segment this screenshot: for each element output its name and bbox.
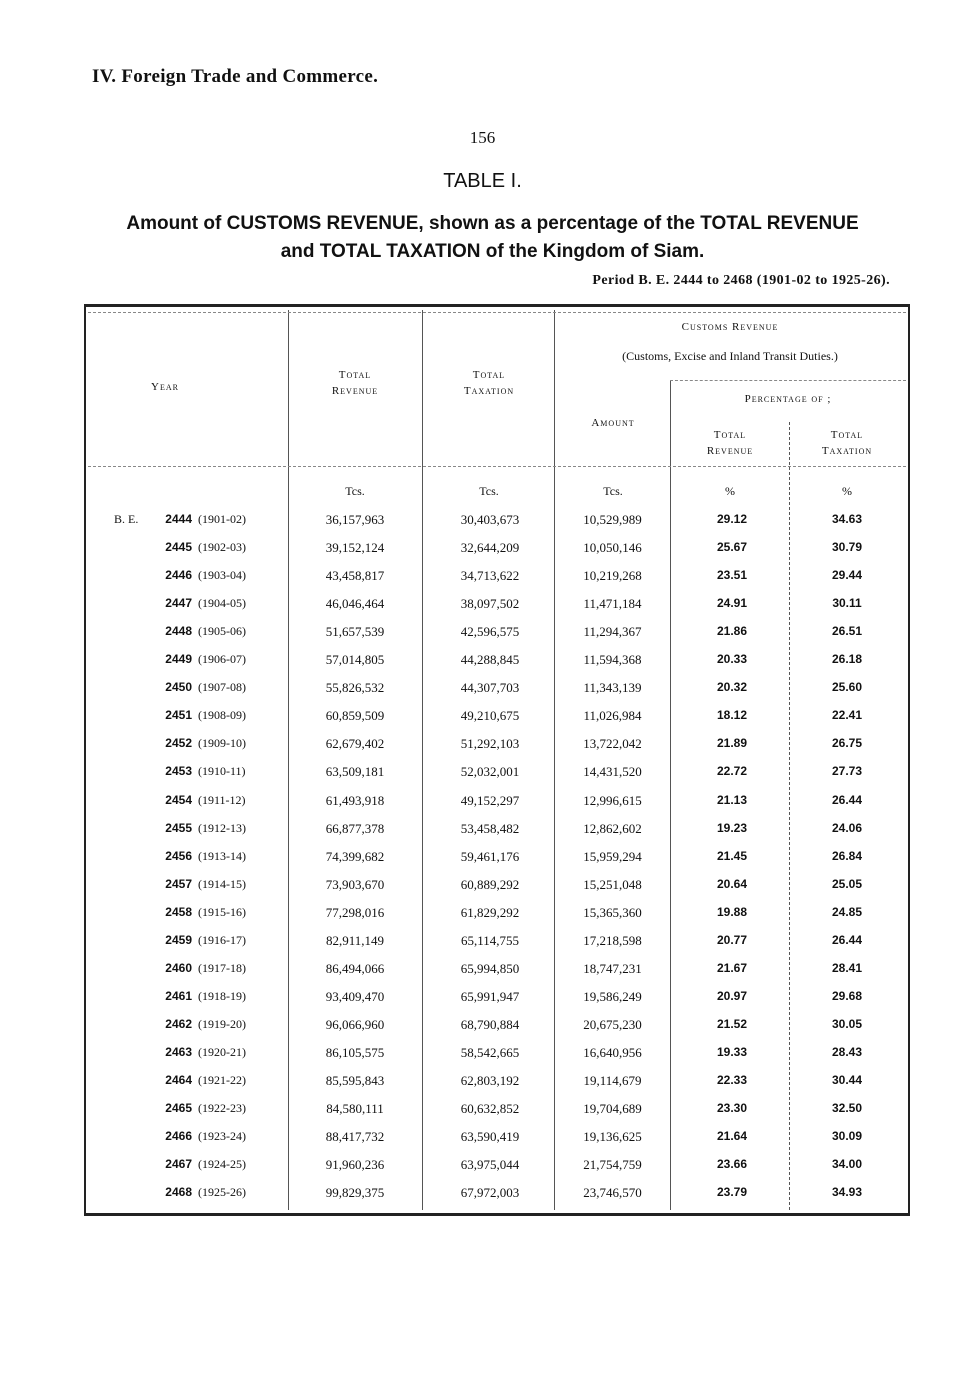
year-ce: (1910-11) [198, 764, 246, 779]
year-ce: (1922-23) [198, 1101, 246, 1116]
customs-amount-cell: 11,294,367 [583, 624, 642, 640]
header-percentage-of: Percentage of ; [744, 393, 832, 405]
year-ce: (1907-08) [198, 680, 246, 695]
header-total-taxation-line1: Total [472, 369, 506, 381]
year-ce: (1904-05) [198, 596, 246, 611]
pct-revenue-cell: 19.88 [716, 904, 748, 919]
pct-revenue-cell: 23.66 [716, 1157, 748, 1172]
header-total-taxation [424, 368, 554, 400]
pct-revenue-cell: 22.33 [716, 1073, 748, 1087]
be-prefix: B. E. [114, 512, 139, 526]
pct-taxation-cell: 25.60 [831, 680, 863, 695]
table-row [0, 568, 965, 596]
table-row [0, 793, 965, 821]
table-row [0, 849, 965, 877]
header-pct-revenue-line1: Total [713, 429, 747, 441]
pct-taxation-cell: 30.09 [831, 1129, 863, 1144]
pct-taxation-cell: 26.44 [831, 932, 863, 947]
total-revenue-cell: 93,409,470 [325, 988, 385, 1004]
year-ce: (1915-16) [198, 904, 246, 919]
total-revenue-cell: 88,417,732 [325, 1129, 385, 1145]
total-taxation-cell: 49,152,297 [460, 792, 520, 808]
total-revenue-cell: 96,066,960 [325, 1016, 385, 1032]
total-revenue-cell: 86,494,066 [325, 960, 385, 976]
total-revenue-cell: 99,829,375 [325, 1185, 385, 1201]
year-ce: (1920-21) [198, 1044, 246, 1059]
year-be: 2463 [165, 1044, 192, 1059]
table-row [0, 1129, 965, 1157]
table-row [0, 1101, 965, 1129]
year-ce: (1919-20) [198, 1016, 246, 1031]
pct-revenue-cell: 21.64 [716, 1129, 748, 1144]
pct-revenue-cell: 21.89 [716, 736, 748, 751]
table-row [0, 512, 965, 540]
period-note: Period B. E. 2444 to 2468 (1901-02 to 1925-26). [592, 273, 890, 288]
pct-revenue-cell: 20.97 [716, 988, 748, 1003]
pct-taxation-cell: 32.50 [831, 1101, 863, 1116]
table-row [0, 540, 965, 568]
total-revenue-cell: 91,960,236 [325, 1157, 385, 1173]
customs-amount-cell: 20,675,230 [583, 1016, 642, 1032]
year-be: 2457 [165, 876, 192, 891]
header-rule [670, 380, 906, 381]
year-be: 2461 [165, 988, 192, 1003]
year-ce: (1905-06) [198, 624, 246, 639]
total-revenue-cell: 39,152,124 [325, 540, 385, 556]
total-taxation-cell: 63,590,419 [460, 1129, 520, 1145]
header-pct-taxation-line1: Total [830, 429, 864, 441]
total-taxation-cell: 61,829,292 [460, 904, 520, 920]
year-ce: (1925-26) [198, 1185, 246, 1200]
pct-revenue-cell: 18.12 [716, 708, 748, 723]
year-be: 2455 [165, 820, 192, 835]
header-total-revenue-line2: Revenue [331, 384, 379, 397]
table-title: TABLE I. [443, 170, 522, 192]
table-row [0, 596, 965, 624]
header-rule [88, 312, 906, 313]
header-pct-revenue [672, 428, 788, 460]
table-row [0, 1073, 965, 1101]
pct-revenue-cell: 21.52 [716, 1016, 748, 1031]
customs-amount-cell: 11,471,184 [583, 596, 642, 612]
year-be: 2464 [165, 1073, 192, 1087]
header-total-taxation-line2: Taxation [463, 384, 515, 397]
pct-taxation-cell: 34.63 [831, 512, 863, 526]
total-taxation-cell: 44,307,703 [460, 680, 520, 696]
customs-amount-cell: 13,722,042 [583, 736, 642, 752]
total-revenue-cell: 84,580,111 [326, 1101, 384, 1117]
year-be: 2448 [165, 624, 192, 639]
pct-revenue-cell: 20.33 [716, 652, 748, 667]
total-revenue-cell: 66,877,378 [325, 820, 385, 836]
year-be: 2467 [165, 1157, 192, 1172]
customs-amount-cell: 14,431,520 [583, 764, 642, 780]
customs-amount-cell: 19,704,689 [583, 1101, 642, 1117]
pct-revenue-cell: 23.51 [716, 568, 748, 583]
customs-amount-cell: 11,343,139 [583, 680, 642, 696]
pct-revenue-cell: 21.67 [716, 960, 748, 975]
unit-taxation: Tcs. [479, 484, 499, 498]
year-ce: (1914-15) [198, 876, 246, 891]
total-taxation-cell: 52,032,001 [460, 764, 520, 780]
header-pct-taxation [790, 428, 904, 460]
total-revenue-cell: 46,046,464 [325, 596, 385, 612]
table-row [0, 736, 965, 764]
pct-taxation-cell: 34.00 [831, 1157, 863, 1172]
customs-amount-cell: 17,218,598 [583, 932, 642, 948]
table-row [0, 821, 965, 849]
table-row [0, 652, 965, 680]
pct-revenue-cell: 25.67 [716, 540, 748, 555]
section-heading: IV. Foreign Trade and Commerce. [92, 66, 379, 87]
table-row [0, 680, 965, 708]
pct-revenue-cell: 20.64 [716, 876, 748, 891]
pct-taxation-cell: 25.05 [831, 876, 863, 891]
table-row [0, 989, 965, 1017]
total-taxation-cell: 65,994,850 [460, 960, 520, 976]
table-row [0, 708, 965, 736]
year-be: 2449 [165, 652, 192, 667]
year-ce: (1923-24) [198, 1129, 246, 1144]
year-ce: (1913-14) [198, 848, 246, 863]
year-ce: (1906-07) [198, 652, 246, 667]
pct-taxation-cell: 26.18 [831, 652, 863, 667]
pct-taxation-cell: 34.93 [831, 1185, 863, 1200]
year-ce: (1902-03) [198, 540, 246, 555]
year-be: 2465 [165, 1101, 192, 1116]
total-taxation-cell: 42,596,575 [460, 624, 520, 640]
pct-revenue-cell: 21.45 [716, 848, 748, 863]
year-ce: (1924-25) [198, 1157, 246, 1172]
total-revenue-cell: 63,509,181 [325, 764, 385, 780]
header-pct-taxation-line2: Taxation [821, 444, 873, 457]
year-be: 2447 [165, 596, 192, 611]
table-description [100, 210, 885, 266]
customs-amount-cell: 23,746,570 [583, 1185, 642, 1201]
customs-amount-cell: 11,026,984 [583, 708, 642, 724]
pct-taxation-cell: 30.05 [831, 1016, 863, 1031]
total-revenue-cell: 86,105,575 [325, 1044, 385, 1060]
year-be: 2452 [165, 736, 192, 751]
total-taxation-cell: 67,972,003 [460, 1185, 520, 1201]
total-taxation-cell: 30,403,673 [460, 512, 520, 527]
total-taxation-cell: 44,288,845 [460, 652, 520, 668]
total-taxation-cell: 38,097,502 [460, 596, 520, 612]
total-taxation-cell: 58,542,665 [460, 1044, 520, 1060]
year-be: 2445 [165, 540, 192, 555]
table-row [0, 1045, 965, 1073]
year-ce: (1911-12) [198, 792, 246, 807]
customs-amount-cell: 19,586,249 [583, 988, 642, 1004]
total-revenue-cell: 51,657,539 [325, 624, 385, 640]
table-row [0, 1185, 965, 1213]
header-year: Year [151, 381, 179, 393]
total-revenue-cell: 60,859,509 [325, 708, 385, 724]
year-be: 2460 [165, 960, 192, 975]
year-be: 2454 [165, 792, 192, 807]
pct-revenue-cell: 19.33 [716, 1044, 748, 1059]
total-taxation-cell: 68,790,884 [460, 1016, 520, 1032]
year-ce: (1921-22) [198, 1073, 246, 1087]
total-revenue-cell: 73,903,670 [325, 876, 385, 892]
total-revenue-cell: 57,014,805 [325, 652, 385, 668]
pct-taxation-cell: 26.84 [831, 848, 863, 863]
pct-revenue-cell: 29.12 [716, 512, 748, 526]
customs-amount-cell: 15,251,048 [583, 876, 642, 892]
pct-revenue-cell: 22.72 [716, 764, 748, 779]
year-ce: (1912-13) [198, 820, 246, 835]
table-row [0, 764, 965, 792]
table-row [0, 877, 965, 905]
pct-taxation-cell: 30.44 [831, 1073, 863, 1087]
year-ce: (1901-02) [198, 512, 246, 526]
year-be: 2456 [165, 848, 192, 863]
customs-amount-cell: 11,594,368 [583, 652, 642, 668]
pct-taxation-cell: 30.11 [832, 596, 862, 611]
year-be: 2451 [165, 708, 192, 723]
pct-revenue-cell: 23.30 [716, 1101, 748, 1116]
customs-amount-cell: 12,862,602 [583, 820, 642, 836]
description-line-2: and TOTAL TAXATION of the Kingdom of Siam. [280, 241, 705, 262]
total-taxation-cell: 63,975,044 [460, 1157, 520, 1173]
total-revenue-cell: 62,679,402 [325, 736, 385, 752]
total-taxation-cell: 34,713,622 [460, 568, 520, 584]
year-be: 2468 [165, 1185, 192, 1200]
pct-revenue-cell: 20.77 [716, 932, 748, 947]
customs-amount-cell: 18,747,231 [583, 960, 642, 976]
customs-amount-cell: 19,136,625 [583, 1129, 642, 1145]
table-row [0, 1017, 965, 1045]
pct-revenue-cell: 20.32 [716, 680, 748, 695]
customs-amount-cell: 15,365,360 [583, 904, 642, 920]
customs-amount-cell: 21,754,759 [583, 1157, 642, 1173]
total-taxation-cell: 53,458,482 [460, 820, 520, 836]
header-customs-sub: (Customs, Excise and Inland Transit Duties.) [622, 349, 838, 363]
header-rule [88, 466, 906, 467]
header-total-revenue-line1: Total [338, 369, 372, 381]
total-taxation-cell: 59,461,176 [460, 848, 520, 864]
pct-taxation-cell: 29.44 [831, 568, 863, 583]
total-taxation-cell: 49,210,675 [460, 708, 520, 724]
customs-amount-cell: 16,640,956 [583, 1044, 642, 1060]
year-be: 2466 [165, 1129, 192, 1144]
year-ce: (1903-04) [198, 568, 246, 583]
year-ce: (1917-18) [198, 960, 246, 975]
pct-taxation-cell: 30.79 [831, 540, 863, 555]
total-taxation-cell: 65,991,947 [460, 988, 520, 1004]
year-be: 2446 [165, 568, 192, 583]
table-row [0, 1157, 965, 1185]
pct-taxation-cell: 24.06 [831, 820, 863, 835]
header-total-revenue [290, 368, 420, 400]
total-revenue-cell: 43,458,817 [325, 568, 385, 584]
customs-amount-cell: 12,996,615 [583, 792, 642, 808]
customs-amount-cell: 10,219,268 [583, 568, 642, 584]
customs-amount-cell: 10,050,146 [583, 540, 642, 556]
total-revenue-cell: 55,826,532 [325, 680, 385, 696]
year-ce: (1908-09) [198, 708, 246, 723]
year-be: 2459 [165, 932, 192, 947]
pct-revenue-cell: 21.13 [716, 792, 748, 807]
table-row [0, 961, 965, 989]
total-taxation-cell: 32,644,209 [460, 540, 520, 556]
pct-revenue-cell: 21.86 [716, 624, 748, 639]
pct-taxation-cell: 26.51 [831, 624, 863, 639]
table-row [0, 624, 965, 652]
year-ce: (1909-10) [198, 736, 246, 751]
unit-revenue: Tcs. [345, 484, 365, 498]
unit-amount: Tcs. [603, 484, 623, 498]
description-line-1: Amount of CUSTOMS REVENUE, shown as a percentage of the TOTAL REVENUE [126, 213, 859, 234]
total-taxation-cell: 65,114,755 [460, 932, 520, 948]
year-be: 2453 [165, 764, 192, 779]
total-revenue-cell: 74,399,682 [325, 848, 385, 864]
year-be: 2444 [165, 512, 192, 526]
pct-revenue-cell: 23.79 [716, 1185, 748, 1200]
pct-revenue-cell: 24.91 [716, 596, 748, 611]
pct-taxation-cell: 26.75 [831, 736, 863, 751]
pct-taxation-cell: 26.44 [831, 792, 863, 807]
total-taxation-cell: 60,889,292 [460, 876, 520, 892]
header-customs-revenue: Customs Revenue [681, 321, 779, 333]
total-revenue-cell: 77,298,016 [325, 904, 385, 920]
unit-pct-taxation: % [842, 484, 852, 498]
customs-amount-cell: 19,114,679 [583, 1073, 642, 1088]
table-row [0, 933, 965, 961]
pct-taxation-cell: 22.41 [831, 708, 863, 723]
total-revenue-cell: 61,493,918 [325, 792, 385, 808]
page-number: 156 [469, 128, 496, 147]
year-be: 2458 [165, 904, 192, 919]
table-row [0, 905, 965, 933]
pct-taxation-cell: 28.41 [831, 960, 863, 975]
total-taxation-cell: 60,632,852 [460, 1101, 520, 1117]
total-revenue-cell: 85,595,843 [325, 1073, 385, 1088]
customs-amount-cell: 15,959,294 [583, 848, 642, 864]
unit-pct-revenue: % [725, 484, 735, 498]
pct-taxation-cell: 29.68 [831, 988, 863, 1003]
year-be: 2462 [165, 1016, 192, 1031]
total-taxation-cell: 51,292,103 [460, 736, 520, 752]
pct-taxation-cell: 24.85 [831, 904, 863, 919]
pct-taxation-cell: 27.73 [831, 764, 863, 779]
pct-taxation-cell: 28.43 [831, 1044, 863, 1059]
header-amount: Amount [591, 417, 635, 429]
year-ce: (1918-19) [198, 988, 246, 1003]
year-ce: (1916-17) [198, 932, 246, 947]
header-pct-revenue-line2: Revenue [706, 444, 754, 457]
total-taxation-cell: 62,803,192 [460, 1073, 520, 1088]
pct-revenue-cell: 19.23 [716, 820, 748, 835]
total-revenue-cell: 36,157,963 [325, 512, 385, 527]
customs-amount-cell: 10,529,989 [583, 512, 642, 527]
total-revenue-cell: 82,911,149 [325, 932, 385, 948]
year-be: 2450 [165, 680, 192, 695]
